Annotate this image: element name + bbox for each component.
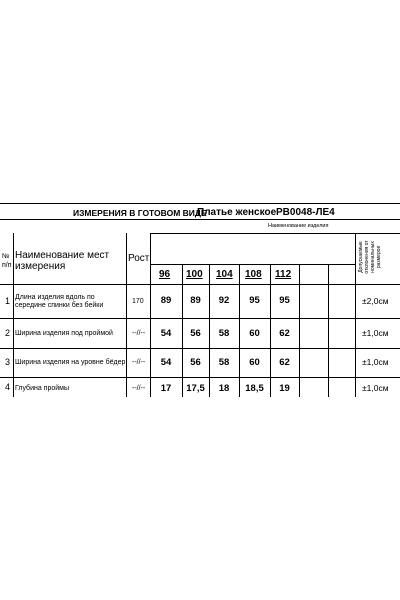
col-border-size-5 bbox=[299, 264, 300, 397]
row-1-bottom-border bbox=[0, 318, 400, 319]
row-1-value-104: 92 bbox=[218, 295, 230, 306]
row-2-bottom-border bbox=[0, 348, 400, 349]
columns-header-bottom-border bbox=[0, 284, 400, 285]
row-4-tolerance: ±1,0см bbox=[362, 383, 389, 393]
size-header-1: 96 bbox=[159, 269, 171, 280]
sheet-title: ИЗМЕРЕНИЯ В ГОТОВОМ ВИДЕ bbox=[73, 208, 207, 218]
row-1-number: 1 bbox=[5, 296, 11, 306]
col-border-blank-2 bbox=[355, 233, 356, 397]
row-3-bottom-border bbox=[0, 377, 400, 378]
size-header-3: 104 bbox=[216, 269, 233, 280]
row-2-value-108: 60 bbox=[249, 328, 260, 339]
row-3-value-108: 60 bbox=[249, 357, 260, 368]
model-code: РВ0048-ЛЕ4 bbox=[276, 207, 335, 218]
row-4-value-112: 19 bbox=[279, 383, 290, 394]
row-3-tolerance: ±1,0см bbox=[362, 357, 389, 367]
size-header-4: 108 bbox=[245, 269, 262, 280]
row-2-growth: --//-- bbox=[132, 330, 146, 337]
size-header-2: 100 bbox=[186, 269, 203, 280]
row-3-value-96: 54 bbox=[160, 357, 172, 368]
col-border-no bbox=[13, 233, 14, 397]
row-2-value-104: 58 bbox=[218, 328, 230, 339]
row-2-value-112: 62 bbox=[279, 328, 290, 339]
size-header-5: 112 bbox=[275, 269, 292, 280]
row-3-value-112: 62 bbox=[279, 357, 290, 368]
row-1-growth: 170 bbox=[132, 298, 144, 305]
row-2-number: 2 bbox=[5, 328, 11, 338]
row-2-name: Ширина изделия под проймой bbox=[15, 330, 113, 337]
row-3-growth: --//-- bbox=[132, 359, 146, 366]
col-border-name bbox=[126, 233, 127, 397]
col-header-name: Наименование мест измерения bbox=[15, 250, 110, 272]
row-1-tolerance: ±2,0см bbox=[362, 296, 389, 306]
row-4-value-108: 18,5 bbox=[245, 383, 264, 394]
row-2-tolerance: ±1,0см bbox=[362, 328, 389, 338]
row-1-value-108: 95 bbox=[249, 295, 260, 306]
row-3-number: 3 bbox=[5, 357, 11, 367]
sizes-row-top-border bbox=[150, 264, 355, 265]
row-4-name: Глубина проймы bbox=[15, 385, 70, 392]
col-header-no: № п/п bbox=[2, 253, 12, 269]
sizes-caption: Наименование изделия bbox=[268, 223, 329, 229]
row-1-name: Длина изделия вдоль по середине спинки без бейки bbox=[15, 294, 104, 309]
row-4-growth: --//-- bbox=[132, 385, 146, 392]
header-row-border bbox=[0, 219, 400, 220]
row-3-name: Ширина изделия на уровне бёдер bbox=[15, 359, 126, 366]
col-header-tolerance: Допускаемые отклонения от номинальных размеров bbox=[358, 240, 382, 274]
col-border-growth bbox=[150, 233, 151, 397]
row-2-value-96: 54 bbox=[160, 328, 172, 339]
table-top-border bbox=[0, 203, 400, 204]
row-3-value-104: 58 bbox=[218, 357, 230, 368]
row-1-value-100: 89 bbox=[190, 295, 201, 306]
row-3-value-100: 56 bbox=[190, 357, 201, 368]
col-border-blank-1 bbox=[328, 264, 329, 397]
row-4-value-100: 17,5 bbox=[186, 383, 205, 394]
row-4-value-104: 18 bbox=[218, 383, 230, 394]
col-header-growth: Рост bbox=[128, 253, 150, 264]
garment-name: Платье женское bbox=[197, 207, 277, 218]
row-4-number: 4 bbox=[5, 382, 11, 392]
row-1-value-112: 95 bbox=[279, 295, 290, 306]
row-1-value-96: 89 bbox=[160, 295, 172, 306]
row-4-value-96: 17 bbox=[160, 383, 172, 394]
row-2-value-100: 56 bbox=[190, 328, 201, 339]
